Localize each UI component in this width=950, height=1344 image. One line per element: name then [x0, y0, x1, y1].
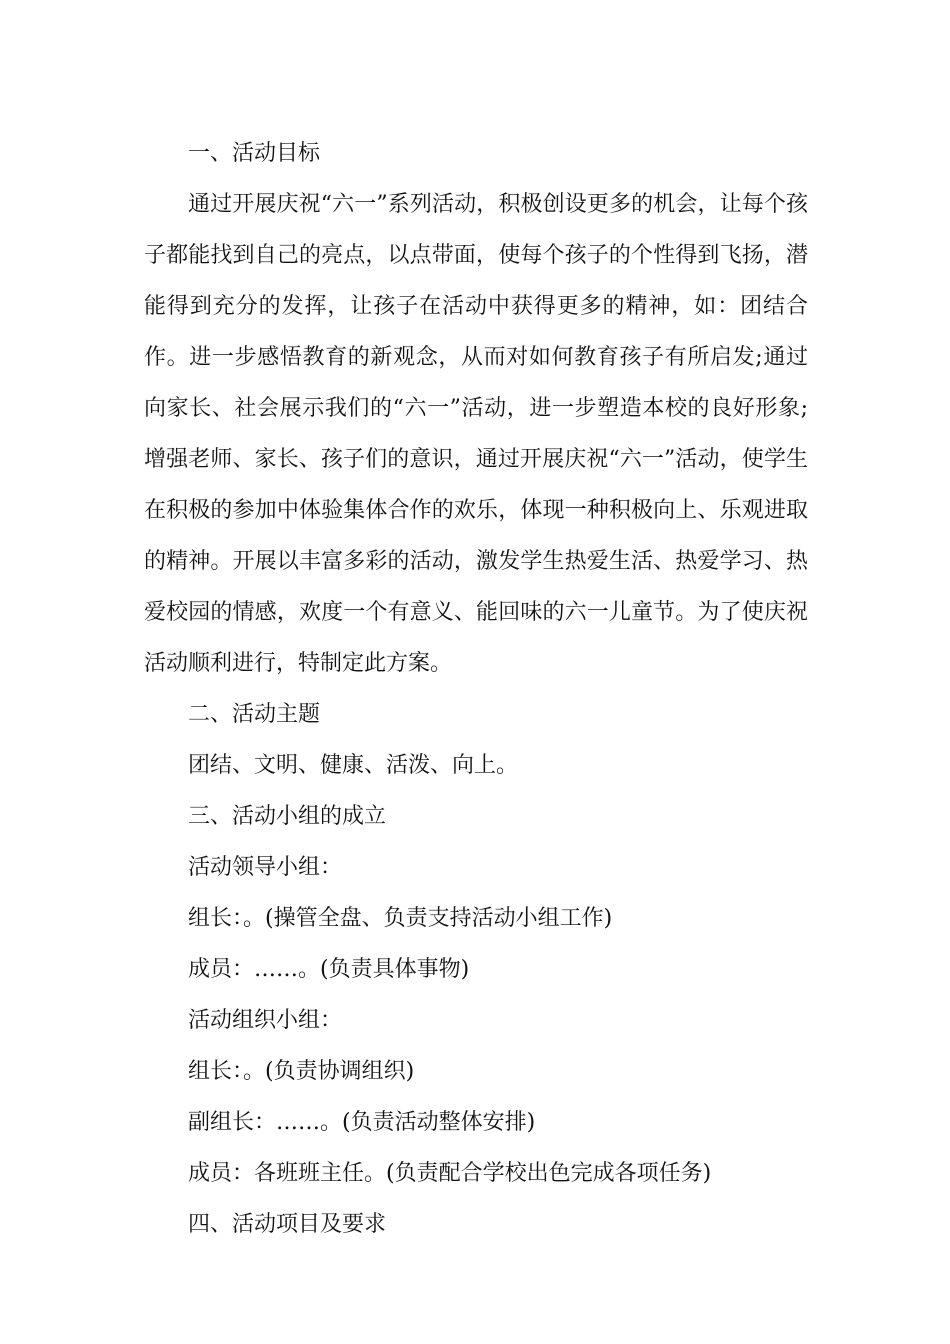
paragraph-activity-theme: 团结、文明、健康、活泼、向上。 [188, 753, 519, 778]
organizing-group-deputy: 副组长：……。(负责活动整体安排) [188, 1110, 536, 1135]
paragraph-activity-goal: 通过开展庆祝“六一”系列活动，积极创设更多的机会，让每个孩子都能找到自己的亮点，以点带面，使每个孩子的个性得到飞扬，潜能得到充分的发挥，让孩子在活动中获得更多的精神，如：团结合作。进一步感悟教育的新观念，从而对如何教育孩子有所启发;通过向家长、社会展示我们的“六一”活动，进一步塑造本校的良好形象;增强老师、家长、孩子们的意识，通过开展庆祝“六一”活动，使学生在积极的参加中体验集体合作的欢乐，体现一种积极向上、乐观进取的精神。开展以丰富多彩的活动，激发学生热爱生活、热爱学习、热爱校园的情感，欢度一个有意义、能回味的六一儿童节。为了使庆祝活动顺利进行，特制定此方案。 [144, 192, 808, 676]
leadership-group-label: 活动领导小组： [188, 855, 343, 880]
document-body [144, 128, 808, 1250]
heading-activity-goal: 一、活动目标 [188, 141, 321, 166]
leadership-group-members: 成员：……。(负责具体事物) [188, 957, 470, 982]
organizing-group-leader: 组长：。(负责协调组织) [188, 1059, 415, 1084]
leadership-group-leader: 组长：。(操管全盘、负责支持活动小组工作) [188, 906, 613, 931]
heading-activity-groups: 三、活动小组的成立 [188, 804, 387, 829]
heading-activity-items: 四、活动项目及要求 [188, 1212, 387, 1237]
organizing-group-label: 活动组织小组： [188, 1008, 343, 1033]
organizing-group-members: 成员：各班班主任。(负责配合学校出色完成各项任务) [188, 1161, 712, 1186]
heading-activity-theme: 二、活动主题 [188, 702, 321, 727]
